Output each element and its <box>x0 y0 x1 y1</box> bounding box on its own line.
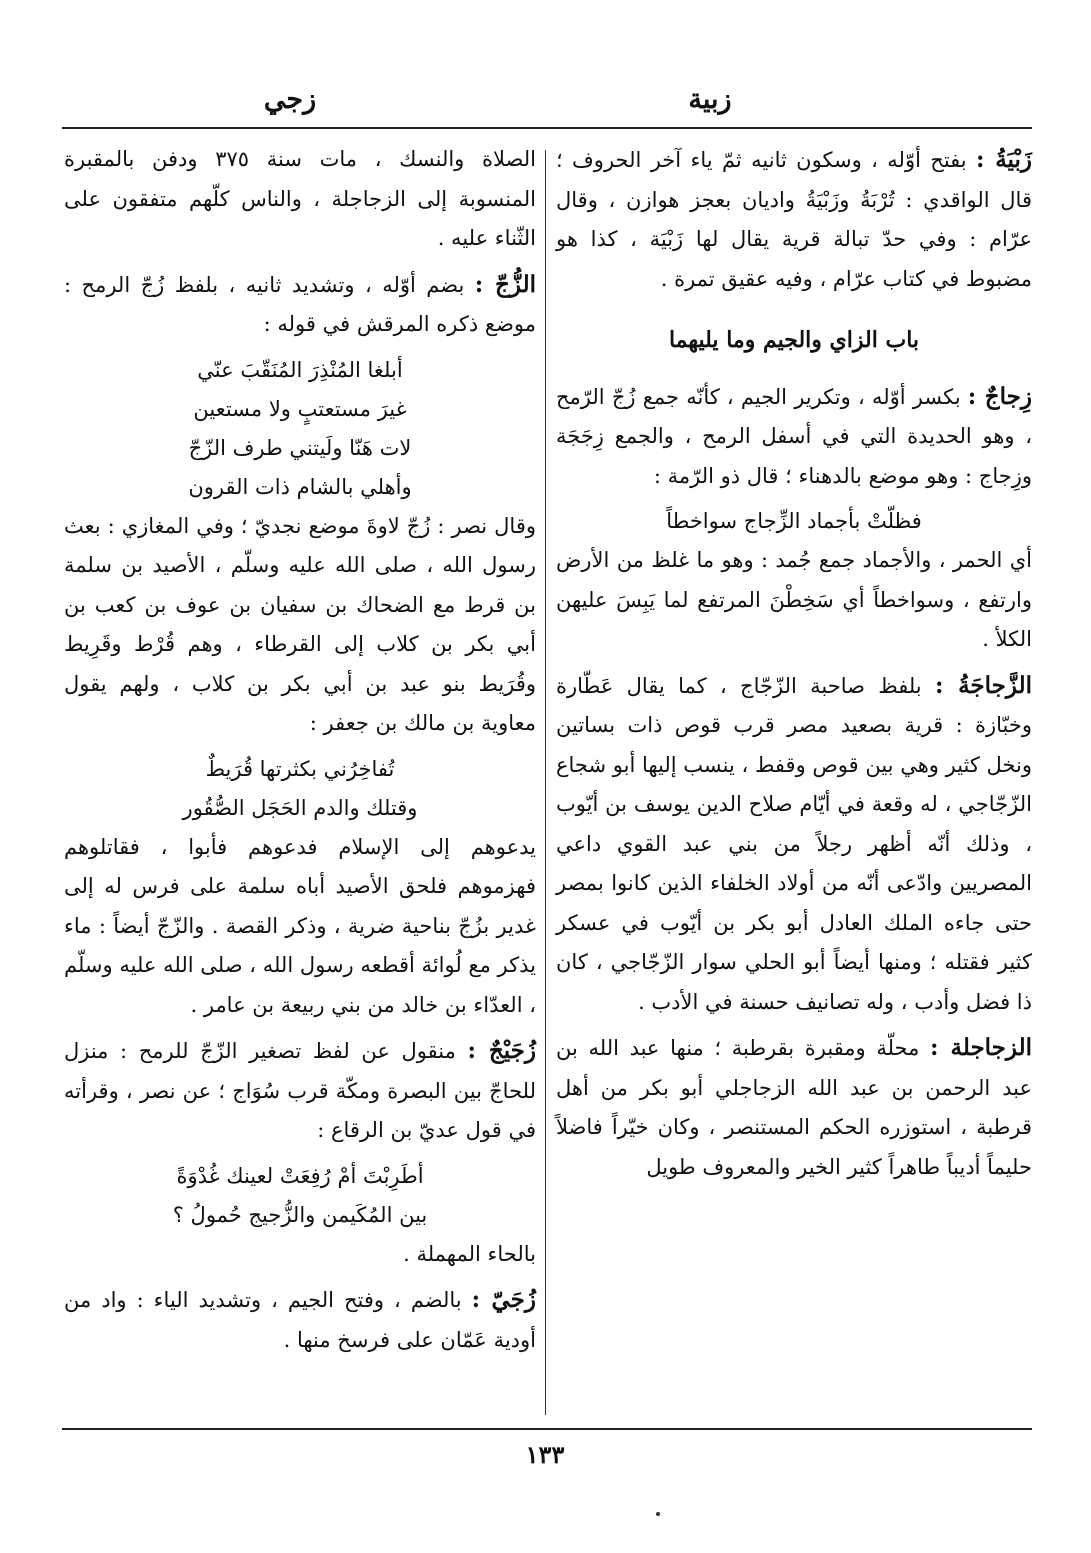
entry-text-continued: وقال نصر : زُجّ لاوةَ موضع نجديّ ؛ وفي المغازي : بعث رسول الله ، صلى الله عليه وسلّم ، الأصيد بن سلمة بن قرط مع الضحاك بن سفيان بن عوف بن كعب بن أبي بكر بن كلاب إلى القرطاء ، وهم قُرْط وقَرِيط وقُرَيط بنو عبد بن أبي بكر بن كلاب ، ولهم يقول معاوية بن مالك بن جعفر : <box>64 513 536 735</box>
verse-line: فظلّتْ بأجماد الزِّجاج سواخطاً <box>666 509 922 533</box>
entry-zujj <box>64 265 536 345</box>
verse-line: بين المُكَيمن والزُّجيج حُمولُ ؟ <box>172 1202 428 1227</box>
entry-headword: الزجاجلة : <box>930 1034 1032 1061</box>
stray-mark <box>656 1512 660 1516</box>
entry-zajjaja <box>556 666 1032 1023</box>
entry-text: بفتح أوّله ، وسكون ثانيه ثمّ ياء آخر الحروف ؛ قال الواقدي : تُرْبَةُ وزَبْيَةُ واديان بعجز هوازن ، وقال عرّام : وفي حدّ تبالة قرية يقال لها زَبْيَة ، كذا هو مضبوط في كتاب عرّام ، وفيه عقيق تمرة . <box>556 148 1032 291</box>
entry-headword: زُجَيْجٌ : <box>467 1037 537 1064</box>
verse-line: أطَرِبْتَ أمْ رُفِعَتْ لعينك غُدْوَةً <box>176 1163 424 1188</box>
entry-text: بضم أوّله ، وتشديد ثانيه ، بلفظ زُجّ الرمح : موضع ذكره المرقش في قوله : <box>64 272 536 336</box>
verse-line: غيرَ مستعتبٍ ولا مستعين <box>193 396 407 421</box>
entry-zijaj <box>556 377 1032 497</box>
entry-zujayj <box>64 1031 536 1151</box>
verse-line: تُفاخِرُني بكثرتها قُرَيطٌ <box>205 756 395 781</box>
entry-headword: الزَّجاجَةُ : <box>934 671 1032 699</box>
entry-zabya <box>556 140 1032 299</box>
entry-headword: الزُّجّ : <box>474 270 536 298</box>
running-header-right: زبية <box>688 84 732 115</box>
verse-line: أبلغا المُنْذِرَ المُنَقّبَ عنّي <box>197 357 403 382</box>
entry-continuation: الصلاة والنسك ، مات سنة ٣٧٥ ودفن بالمقبرة المنسوبة إلى الزجاجلة ، والناس كلّهم متفقون على الثّناء عليه . <box>64 147 536 250</box>
verse-line: وأهلي بالشام ذات القرون <box>188 474 412 499</box>
entry-zajajila <box>556 1028 1032 1187</box>
header-rule <box>62 127 1032 129</box>
verse-line: لات هَنّا ولَيتني طرف الزّجّ <box>188 435 412 460</box>
entry-text-continued: بالحاء المهملة . <box>403 1241 536 1266</box>
running-header-left: زجي <box>263 84 317 115</box>
entry-text: منقول عن لفظ تصغير الزّجّ للرمح : منزل للحاجّ بين البصرة ومكّة قرب سُوَاج ؛ عن نصر ، وقرأته في قول عديّ بن الرقاع : <box>64 1039 536 1142</box>
entry-zujayy <box>64 1280 536 1360</box>
left-column <box>64 140 536 1366</box>
entry-headword: زِجاجٌ : <box>967 382 1032 410</box>
entry-text: بكسر أوّله ، وتكرير الجيم ، كأنّه جمع زُجّ الرّمح ، وهو الحديدة التي في أسفل الرمح ، والجمع زِجَجَة وزِجاج : وهو موضع بالدهناء ؛ قال ذو الرّمة : <box>556 384 1032 488</box>
right-column <box>556 140 1032 1193</box>
footer-rule <box>62 1428 1032 1430</box>
entry-text-continued: أي الحمر ، والأجماد جمع جُمد : وهو ما غلظ من الأرض وارتفع ، وسواخطاً أي سَخِطْنَ المرتفع لما يَبِسَ عليهن الكلأ . <box>556 548 1032 651</box>
entry-headword: زَبْيَةُ : <box>976 146 1032 173</box>
entry-text: محلّة ومقبرة بقرطبة ؛ منها عبد الله بن عبد الرحمن بن عبد الله الزجاجلي أبو بكر من أهل قرطبة ، استوزره الحكم المستنصر ، وكان خيّراً فاضلاً حليماً أديباً طاهراً كثير الخير والمعروف طويل <box>556 1036 1032 1179</box>
entry-text-continued: يدعوهم إلى الإسلام فدعوهم فأبوا ، فقاتلوهم فهزموهم فلحق الأصيد أباه سلمة على فرس له إلى غدير بزُجّ بناحية ضرية ، وذكر القصة . والزّجّ أيضاً : ماء يذكر مع لُوائة أقطعه رسول الله ، صلى الله عليه وسلّم ، العدّاء بن خالد من بني ربيعة بن عامر . <box>64 834 536 1017</box>
entry-text: بالضم ، وفتح الجيم ، وتشديد الياء : واد من أودية عَمّان على فرسخ منها . <box>64 1288 536 1352</box>
section-title: باب الزاي والجيم وما يليهما <box>668 327 920 353</box>
entry-headword: زُجَيّ : <box>471 1286 536 1313</box>
column-divider <box>545 150 546 1415</box>
page-number: ١٣٣ <box>525 1440 565 1469</box>
verse-line: وقتلك والدم الحَجَل الصُّقُور <box>182 795 418 820</box>
entry-text: بلفظ صاحبة الزّجّاج ، كما يقال عَطّارة وخبّازة : قرية بصعيد مصر قرب قوص ذات بساتين ونخل كثير وهي بين قوص وقفط ، ينسب إليها أبو شجاع الزّجّاجي ، له وقعة في أيّام صلاح الدين يوسف بن أيّوب ، وذلك أنّه أظهر رجلاً من بني عبد القوي داعي المصريين وادّعى أنّه من أولاد الخلفاء الذين كانوا بمصر حتى جاءه الملك العادل أبو بكر بن أيّوب في عسكر كثير فقتله ؛ ومنها أيضاً أبو الحلي سوار الزّجّاجي ، كان ذا فضل وأدب ، وله تصانيف حسنة في الأدب . <box>556 673 1032 1014</box>
